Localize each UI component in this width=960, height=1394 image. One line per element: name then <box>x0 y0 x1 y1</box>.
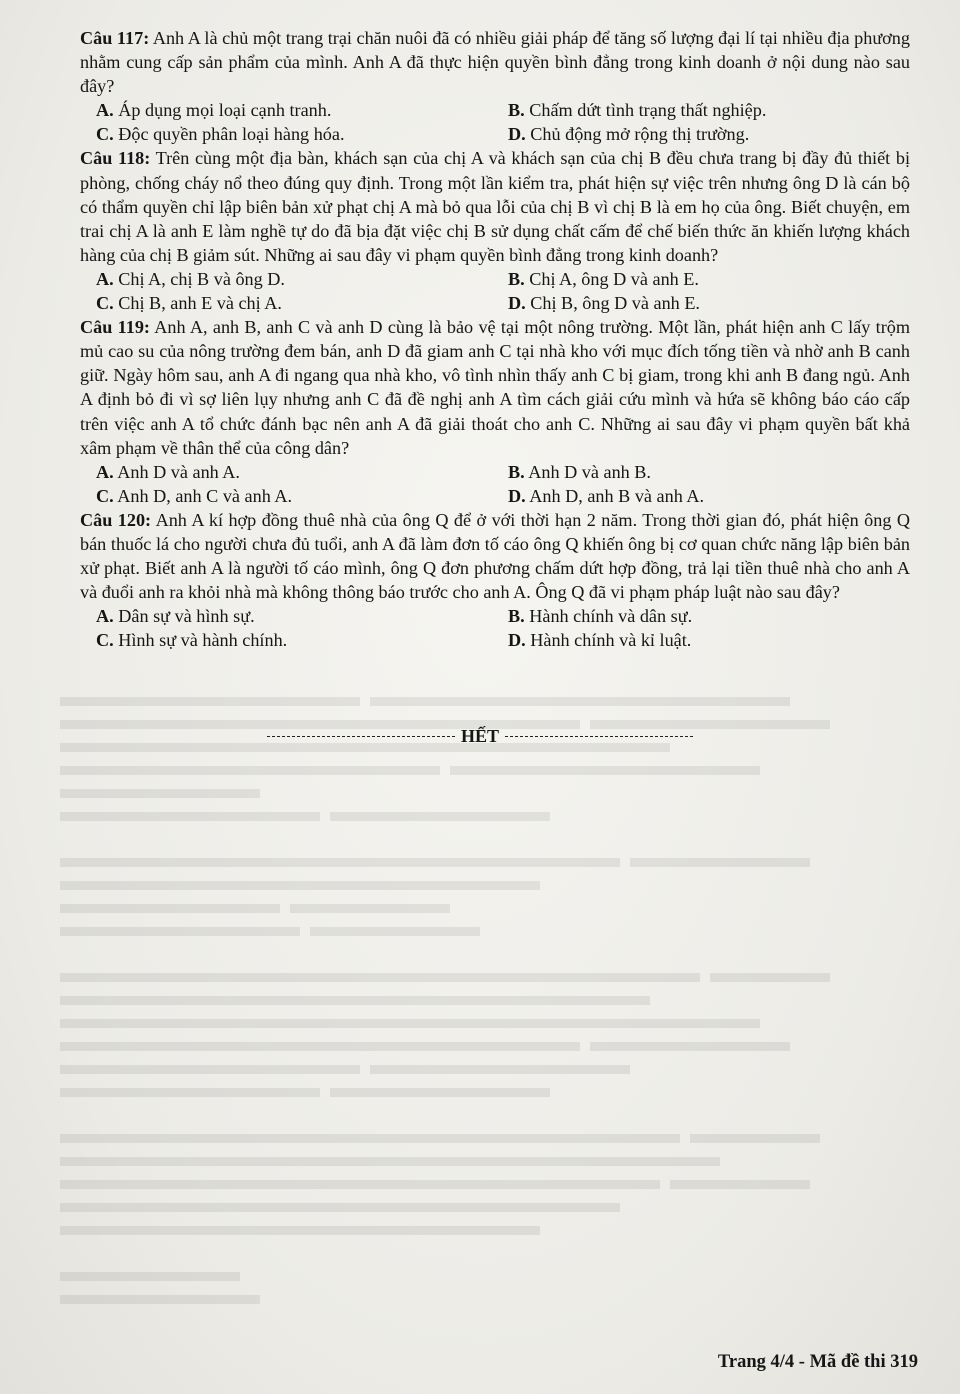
question-text <box>80 508 910 604</box>
option-c[interactable] <box>96 628 508 652</box>
option-letter: C. <box>96 293 114 314</box>
question-text <box>80 26 910 98</box>
option-letter: D. <box>508 485 526 506</box>
option-b[interactable] <box>508 604 918 628</box>
end-marker <box>0 726 960 747</box>
question-number: Câu 117: <box>80 28 150 48</box>
option-d[interactable] <box>508 628 918 652</box>
question-119 <box>80 315 910 508</box>
option-text: Chị A, chị B và ông D. <box>118 268 285 289</box>
option-text: Chấm dứt tình trạng thất nghiệp. <box>529 100 767 121</box>
option-text: Anh D, anh C và anh A. <box>117 485 293 506</box>
question-text <box>80 146 910 266</box>
option-letter: D. <box>508 124 526 145</box>
question-120 <box>80 508 910 653</box>
option-letter: D. <box>508 293 526 314</box>
question-number: Câu 118: <box>80 148 151 169</box>
option-letter: A. <box>96 461 114 482</box>
option-letter: A. <box>96 606 114 627</box>
question-body: Trên cùng một địa bàn, khách sạn của chị A và khách sạn của chị B đều chưa trang bị đầy đủ thiết bị phòng, chống cháy nổ theo đúng quy định. Trong một lần kiểm tra, phát hiện sự việc trên nhưng ông D là cán bộ có thẩm quyền chỉ lập biên bản xử phạt chị A mà bỏ qua lỗi của chị B vì chị B là em họ của ông. Biết chuyện, em trai chị A là anh E làm nghề tự do đã bịa đặt việc chị B sử dụng chất cấm để chế biến thức ăn khiến lượng khách hàng của chị B giảm sút. Những ai sau đây vi phạm quyền bình đẳng trong kinh doanh? <box>80 148 910 265</box>
option-text: Chị B, anh E và chị A. <box>118 293 282 314</box>
option-a[interactable] <box>96 460 508 484</box>
option-d[interactable] <box>508 122 918 146</box>
option-a[interactable] <box>96 98 508 122</box>
option-text: Hành chính và dân sự. <box>529 606 693 627</box>
option-d[interactable] <box>508 291 918 315</box>
option-text: Chủ động mở rộng thị trường. <box>530 124 750 145</box>
option-letter: B. <box>508 461 525 482</box>
option-a[interactable] <box>96 604 508 628</box>
option-text: Anh D và anh B. <box>528 461 651 482</box>
option-text: Độc quyền phân loại hàng hóa. <box>118 124 345 145</box>
question-number: Câu 119: <box>80 317 150 338</box>
option-text: Dân sự và hình sự. <box>118 606 255 627</box>
question-body: Anh A là chủ một trang trại chăn nuôi đã có nhiều giải pháp để tăng số lượng đại lí tại nhiều địa phương nhằm cung cấp sản phẩm của mình. Anh A đã thực hiện quyền bình đẳng trong kinh doanh ở nội dung nào sau đây? <box>80 28 910 97</box>
option-text: Áp dụng mọi loại cạnh tranh. <box>118 100 332 121</box>
bleed-through-text <box>60 690 900 1330</box>
option-letter: C. <box>96 124 114 145</box>
option-text: Anh D và anh A. <box>117 461 240 482</box>
divider <box>267 736 455 737</box>
option-c[interactable] <box>96 291 508 315</box>
option-text: Hình sự và hành chính. <box>118 630 288 651</box>
end-text: HẾT <box>460 726 499 746</box>
option-letter: B. <box>508 268 525 289</box>
option-text: Chị B, ông D và anh E. <box>530 293 700 314</box>
question-body: Anh A kí hợp đồng thuê nhà của ông Q để ở với thời hạn 2 năm. Trong thời gian đó, phát hiện ông Q bán thuốc lá cho người chưa đủ tuổi, anh A đã làm đơn tố cáo ông Q khiến ông bị cơ quan chức năng lập biên bản xử phạt. Biết anh A là người tố cáo mình, ông Q đơn phương chấm dứt hợp đồng, trả lại tiền thuê nhà cho anh A và đuổi anh ra khỏi nhà mà không thông báo trước cho anh A. Ông Q đã vi phạm pháp luật nào sau đây? <box>80 509 911 603</box>
question-text <box>80 315 910 460</box>
answer-options <box>80 98 910 146</box>
answer-options <box>80 604 910 652</box>
answer-options <box>80 267 910 315</box>
option-b[interactable] <box>508 267 918 291</box>
option-letter: C. <box>96 485 114 506</box>
option-letter: A. <box>96 268 114 289</box>
questions-area <box>80 26 910 652</box>
option-letter: C. <box>96 630 114 651</box>
option-c[interactable] <box>96 484 508 508</box>
option-b[interactable] <box>508 460 918 484</box>
page-footer: Trang 4/4 - Mã đề thi 319 <box>717 1352 918 1372</box>
option-letter: D. <box>508 630 526 651</box>
option-letter: B. <box>508 100 525 121</box>
question-118 <box>80 146 910 315</box>
divider <box>505 736 693 737</box>
option-d[interactable] <box>508 484 918 508</box>
option-c[interactable] <box>96 122 508 146</box>
option-b[interactable] <box>508 98 918 122</box>
question-117 <box>80 26 910 146</box>
option-text: Hành chính và kỉ luật. <box>530 630 692 651</box>
answer-options <box>80 460 910 508</box>
option-a[interactable] <box>96 267 508 291</box>
question-body: Anh A, anh B, anh C và anh D cùng là bảo vệ tại một nông trường. Một lần, phát hiện anh C lấy trộm mủ cao su của nông trường đem bán, anh D đã giam anh C tại nhà kho với mục đích tống tiền và nhờ anh B canh giữ. Ngày hôm sau, anh A đi ngang qua nhà kho, vô tình nhìn thấy anh C bị giam, trong khi anh B đang ngủ. Anh A định bỏ đi vì sợ liên lụy nhưng anh C đã đề nghị anh A tìm cách giải cứu mình và hứa sẽ không báo cáo cấp trên việc anh A tổ chức đánh bạc nên anh A đã giải thoát cho anh C. Những ai sau đây vi phạm quyền bất khả xâm phạm về thân thể của công dân? <box>80 317 910 458</box>
option-text: Chị A, ông D và anh E. <box>529 268 699 289</box>
option-letter: A. <box>96 100 114 121</box>
question-number: Câu 120: <box>80 509 152 530</box>
option-text: Anh D, anh B và anh A. <box>529 485 705 506</box>
option-letter: B. <box>508 606 525 627</box>
